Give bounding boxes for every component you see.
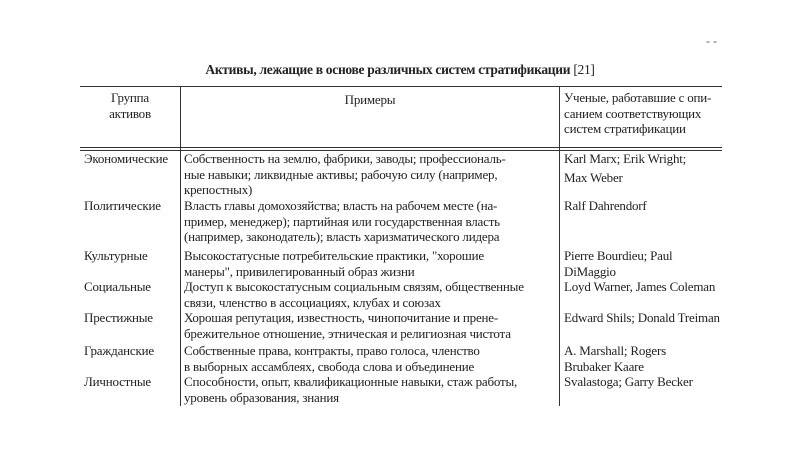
cell-scholars [564,248,672,279]
cell-group [84,374,151,390]
examples-line: ные навыки; ликвидные активы; рабочую силу (например, [184,166,498,182]
group-line: Престижные [84,310,153,325]
examples-line: Собственные права, контракты, право голоса, членство [184,343,480,358]
cell-group [84,310,153,326]
scholars-line: Pierre Bourdieu; Paul [564,248,673,263]
scholars-line: Edward Shils; Donald Treiman [564,310,720,325]
table-title-ref: [21] [573,62,595,77]
scholars-line: Ralf Dahrendorf [564,198,647,213]
scholars-line: Karl Marx; Erik Wright; [564,151,687,166]
table-top-border [80,86,722,87]
examples-line: Собственность на землю, фабрики, заводы; профессиональ- [184,151,506,166]
examples-line: Хорошая репутация, известность, чинопочитание и прене- [184,310,498,325]
scholars-line: DiMaggio [564,263,616,279]
cell-examples [184,279,524,310]
examples-line: (например, законодатель); власть харизматического лидера [184,229,500,244]
header-divider [80,147,722,148]
cell-examples [184,374,517,405]
header-examples-line: Примеры [344,92,396,107]
group-line: Социальные [84,279,151,294]
examples-line: в выборных ассамблеях, свобода слова и объединение [184,358,475,374]
examples-line: пример, менеджер); партийная или государственная власть [184,213,500,229]
cell-scholars [564,343,666,374]
cell-group [84,279,151,295]
header-scholars-line: систем стратификации [564,121,686,136]
cell-scholars [564,151,686,185]
examples-line: Высокостатусные потребительские практики, "хорошие [184,248,484,263]
header-scholars-line: санием соответствующих [564,105,702,121]
cell-examples [184,343,480,374]
cell-scholars [564,279,715,295]
scholars-line: Loyd Warner, James Coleman [564,279,716,294]
column-divider-2 [559,86,560,406]
examples-line: Власть главы домохозяйства; власть на рабочем месте (на- [184,198,498,213]
examples-line: связи, членство в ассоциациях, клубах и союзах [184,294,441,310]
scholars-line: Max Weber [564,169,623,185]
cell-examples [184,310,511,341]
cell-group [84,248,148,264]
header-examples [182,92,558,108]
cell-scholars [564,310,720,326]
header-group-line: активов [109,105,151,121]
group-line: Личностные [84,374,152,389]
cell-scholars [564,374,693,390]
cell-group [84,198,161,214]
header-group-line: Группа [110,90,149,105]
examples-line: Доступ к высокостатусным социальным связям, общественные [184,279,524,294]
scholars-line: Svalastoga; Garry Becker [564,374,693,389]
examples-line: уровень образования, знания [184,389,339,405]
cell-examples [184,198,500,245]
table-title-text: Активы, лежащие в основе различных систем стратификации [205,62,571,77]
cell-scholars [564,198,647,214]
cell-group [84,343,154,359]
group-line: Гражданские [84,343,154,358]
header-scholars [564,90,711,137]
group-line: Культурные [84,248,148,263]
cell-examples [184,248,484,279]
scholars-line: A. Marshall; Rogers [564,343,666,358]
cell-group [84,151,168,167]
header-scholars-line: Ученые, работавшие с опи- [564,90,712,105]
examples-line: крепостных) [184,182,253,197]
examples-line: манеры", привилегированный образ жизни [184,263,415,279]
group-line: Политические [84,198,161,213]
examples-line: Способности, опыт, квалификационные навыки, стаж работы, [184,374,518,389]
group-line: Экономические [84,151,168,166]
column-divider-1 [180,86,181,406]
table-title [0,62,800,78]
scholars-line: Brubaker Kaare [564,358,644,374]
header-group [82,90,178,121]
examples-line: брежительное отношение, этническая и религиозная чистота [184,325,511,341]
cell-examples [184,151,506,198]
page-marker: - - [706,34,717,48]
